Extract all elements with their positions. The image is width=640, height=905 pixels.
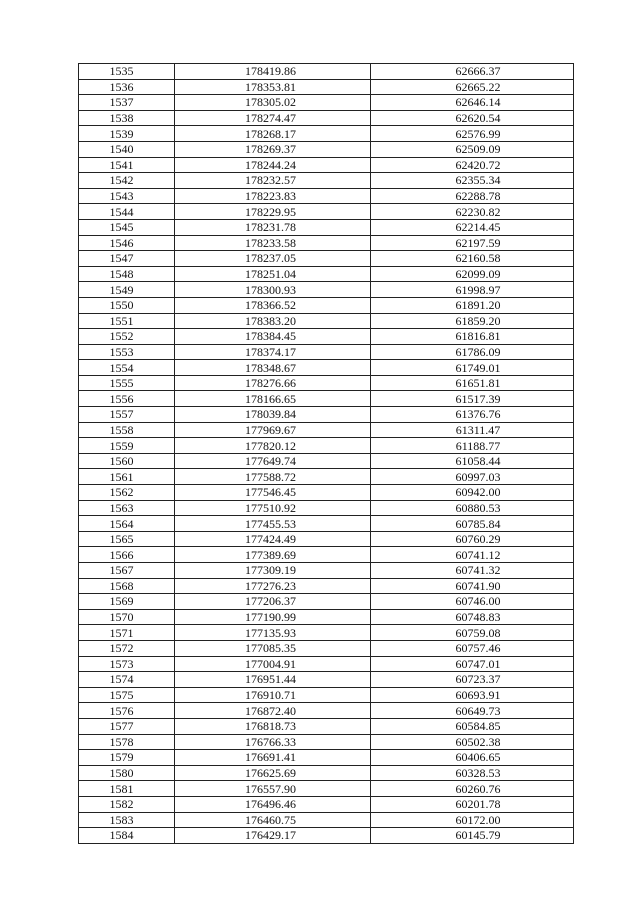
- table-row: [79, 656, 574, 672]
- x-coordinate-cell: 176818.73: [175, 718, 371, 734]
- table-row: [79, 500, 574, 516]
- y-coordinate-cell: 61058.44: [371, 453, 574, 469]
- x-coordinate-cell: 177309.19: [175, 563, 371, 579]
- y-coordinate-cell: 60757.46: [371, 640, 574, 656]
- x-coordinate-cell: 177455.53: [175, 516, 371, 532]
- point-number-cell: 1580: [79, 765, 175, 781]
- y-coordinate-cell: 62420.72: [371, 157, 574, 173]
- table-row: [79, 750, 574, 766]
- point-number-cell: 1545: [79, 219, 175, 235]
- y-coordinate-cell: 60785.84: [371, 516, 574, 532]
- point-number-cell: 1541: [79, 157, 175, 173]
- y-coordinate-cell: 61859.20: [371, 313, 574, 329]
- point-number-cell: 1540: [79, 141, 175, 157]
- y-coordinate-cell: 60584.85: [371, 718, 574, 734]
- point-number-cell: 1544: [79, 204, 175, 220]
- y-coordinate-cell: 62646.14: [371, 95, 574, 111]
- table-row: [79, 796, 574, 812]
- x-coordinate-cell: 178251.04: [175, 266, 371, 282]
- table-row: [79, 266, 574, 282]
- x-coordinate-cell: 178231.78: [175, 219, 371, 235]
- x-coordinate-cell: 176460.75: [175, 812, 371, 828]
- x-coordinate-cell: 178244.24: [175, 157, 371, 173]
- table-row: [79, 344, 574, 360]
- coordinate-table-body: [79, 64, 574, 844]
- y-coordinate-cell: 61816.81: [371, 329, 574, 345]
- x-coordinate-cell: 177085.35: [175, 640, 371, 656]
- y-coordinate-cell: 60145.79: [371, 828, 574, 844]
- y-coordinate-cell: 60880.53: [371, 500, 574, 516]
- point-number-cell: 1569: [79, 594, 175, 610]
- y-coordinate-cell: 62666.37: [371, 64, 574, 80]
- y-coordinate-cell: 60760.29: [371, 531, 574, 547]
- y-coordinate-cell: 60172.00: [371, 812, 574, 828]
- y-coordinate-cell: 61311.47: [371, 422, 574, 438]
- point-number-cell: 1581: [79, 781, 175, 797]
- table-row: [79, 64, 574, 80]
- y-coordinate-cell: 60741.32: [371, 563, 574, 579]
- table-row: [79, 718, 574, 734]
- x-coordinate-cell: 178366.52: [175, 297, 371, 313]
- y-coordinate-cell: 60328.53: [371, 765, 574, 781]
- x-coordinate-cell: 176496.46: [175, 796, 371, 812]
- y-coordinate-cell: 60942.00: [371, 485, 574, 501]
- y-coordinate-cell: 62509.09: [371, 141, 574, 157]
- table-row: [79, 531, 574, 547]
- x-coordinate-cell: 176429.17: [175, 828, 371, 844]
- y-coordinate-cell: 62620.54: [371, 110, 574, 126]
- point-number-cell: 1539: [79, 126, 175, 142]
- x-coordinate-cell: 178229.95: [175, 204, 371, 220]
- point-number-cell: 1571: [79, 625, 175, 641]
- x-coordinate-cell: 177649.74: [175, 453, 371, 469]
- x-coordinate-cell: 178300.93: [175, 282, 371, 298]
- x-coordinate-cell: 178305.02: [175, 95, 371, 111]
- point-number-cell: 1556: [79, 391, 175, 407]
- table-row: [79, 297, 574, 313]
- x-coordinate-cell: 178419.86: [175, 64, 371, 80]
- table-row: [79, 516, 574, 532]
- point-number-cell: 1536: [79, 79, 175, 95]
- point-number-cell: 1550: [79, 297, 175, 313]
- y-coordinate-cell: 62197.59: [371, 235, 574, 251]
- table-row: [79, 219, 574, 235]
- y-coordinate-cell: 62160.58: [371, 251, 574, 267]
- table-row: [79, 110, 574, 126]
- x-coordinate-cell: 178233.58: [175, 235, 371, 251]
- point-number-cell: 1551: [79, 313, 175, 329]
- point-number-cell: 1577: [79, 718, 175, 734]
- y-coordinate-cell: 60406.65: [371, 750, 574, 766]
- point-number-cell: 1562: [79, 485, 175, 501]
- x-coordinate-cell: 178223.83: [175, 188, 371, 204]
- point-number-cell: 1553: [79, 344, 175, 360]
- y-coordinate-cell: 62230.82: [371, 204, 574, 220]
- point-number-cell: 1564: [79, 516, 175, 532]
- table-row: [79, 469, 574, 485]
- x-coordinate-cell: 176766.33: [175, 734, 371, 750]
- table-row: [79, 375, 574, 391]
- table-row: [79, 126, 574, 142]
- x-coordinate-cell: 178348.67: [175, 360, 371, 376]
- point-number-cell: 1561: [79, 469, 175, 485]
- point-number-cell: 1543: [79, 188, 175, 204]
- y-coordinate-cell: 60649.73: [371, 703, 574, 719]
- table-row: [79, 95, 574, 111]
- point-number-cell: 1558: [79, 422, 175, 438]
- y-coordinate-cell: 61188.77: [371, 438, 574, 454]
- point-number-cell: 1583: [79, 812, 175, 828]
- x-coordinate-cell: 177424.49: [175, 531, 371, 547]
- y-coordinate-cell: 61891.20: [371, 297, 574, 313]
- table-row: [79, 485, 574, 501]
- point-number-cell: 1582: [79, 796, 175, 812]
- y-coordinate-cell: 60201.78: [371, 796, 574, 812]
- y-coordinate-cell: 60741.12: [371, 547, 574, 563]
- table-row: [79, 360, 574, 376]
- point-number-cell: 1570: [79, 609, 175, 625]
- table-row: [79, 235, 574, 251]
- point-number-cell: 1572: [79, 640, 175, 656]
- y-coordinate-cell: 61651.81: [371, 375, 574, 391]
- point-number-cell: 1573: [79, 656, 175, 672]
- y-coordinate-cell: 60741.90: [371, 578, 574, 594]
- y-coordinate-cell: 61786.09: [371, 344, 574, 360]
- y-coordinate-cell: 62665.22: [371, 79, 574, 95]
- y-coordinate-cell: 60748.83: [371, 609, 574, 625]
- y-coordinate-cell: 62576.99: [371, 126, 574, 142]
- y-coordinate-cell: 62099.09: [371, 266, 574, 282]
- point-number-cell: 1546: [79, 235, 175, 251]
- x-coordinate-cell: 177546.45: [175, 485, 371, 501]
- x-coordinate-cell: 177276.23: [175, 578, 371, 594]
- point-number-cell: 1560: [79, 453, 175, 469]
- x-coordinate-cell: 178237.05: [175, 251, 371, 267]
- y-coordinate-cell: 60746.00: [371, 594, 574, 610]
- table-row: [79, 547, 574, 563]
- x-coordinate-cell: 176691.41: [175, 750, 371, 766]
- point-number-cell: 1557: [79, 407, 175, 423]
- point-number-cell: 1548: [79, 266, 175, 282]
- table-row: [79, 828, 574, 844]
- table-row: [79, 204, 574, 220]
- table-row: [79, 672, 574, 688]
- x-coordinate-cell: 178374.17: [175, 344, 371, 360]
- x-coordinate-cell: 176872.40: [175, 703, 371, 719]
- point-number-cell: 1565: [79, 531, 175, 547]
- x-coordinate-cell: 176910.71: [175, 687, 371, 703]
- y-coordinate-cell: 62355.34: [371, 173, 574, 189]
- table-row: [79, 703, 574, 719]
- y-coordinate-cell: 60747.01: [371, 656, 574, 672]
- point-number-cell: 1575: [79, 687, 175, 703]
- y-coordinate-cell: 60260.76: [371, 781, 574, 797]
- y-coordinate-cell: 60502.38: [371, 734, 574, 750]
- x-coordinate-cell: 178383.20: [175, 313, 371, 329]
- table-row: [79, 282, 574, 298]
- y-coordinate-cell: 60997.03: [371, 469, 574, 485]
- point-number-cell: 1566: [79, 547, 175, 563]
- y-coordinate-cell: 60723.37: [371, 672, 574, 688]
- table-row: [79, 391, 574, 407]
- x-coordinate-cell: 176951.44: [175, 672, 371, 688]
- table-row: [79, 563, 574, 579]
- x-coordinate-cell: 178276.66: [175, 375, 371, 391]
- x-coordinate-cell: 177135.93: [175, 625, 371, 641]
- x-coordinate-cell: 177389.69: [175, 547, 371, 563]
- point-number-cell: 1578: [79, 734, 175, 750]
- table-row: [79, 781, 574, 797]
- table-row: [79, 812, 574, 828]
- x-coordinate-cell: 178353.81: [175, 79, 371, 95]
- coordinate-table: [78, 63, 574, 844]
- x-coordinate-cell: 177510.92: [175, 500, 371, 516]
- point-number-cell: 1542: [79, 173, 175, 189]
- table-row: [79, 422, 574, 438]
- point-number-cell: 1549: [79, 282, 175, 298]
- table-row: [79, 251, 574, 267]
- table-row: [79, 609, 574, 625]
- y-coordinate-cell: 60693.91: [371, 687, 574, 703]
- point-number-cell: 1568: [79, 578, 175, 594]
- point-number-cell: 1584: [79, 828, 175, 844]
- y-coordinate-cell: 61998.97: [371, 282, 574, 298]
- y-coordinate-cell: 60759.08: [371, 625, 574, 641]
- point-number-cell: 1563: [79, 500, 175, 516]
- table-row: [79, 173, 574, 189]
- table-row: [79, 157, 574, 173]
- table-row: [79, 578, 574, 594]
- point-number-cell: 1547: [79, 251, 175, 267]
- point-number-cell: 1579: [79, 750, 175, 766]
- table-row: [79, 329, 574, 345]
- table-row: [79, 141, 574, 157]
- table-row: [79, 625, 574, 641]
- point-number-cell: 1567: [79, 563, 175, 579]
- y-coordinate-cell: 62288.78: [371, 188, 574, 204]
- point-number-cell: 1559: [79, 438, 175, 454]
- x-coordinate-cell: 178269.37: [175, 141, 371, 157]
- x-coordinate-cell: 178232.57: [175, 173, 371, 189]
- point-number-cell: 1537: [79, 95, 175, 111]
- table-row: [79, 640, 574, 656]
- point-number-cell: 1552: [79, 329, 175, 345]
- table-row: [79, 313, 574, 329]
- point-number-cell: 1574: [79, 672, 175, 688]
- x-coordinate-cell: 178039.84: [175, 407, 371, 423]
- y-coordinate-cell: 61376.76: [371, 407, 574, 423]
- table-row: [79, 79, 574, 95]
- x-coordinate-cell: 178166.65: [175, 391, 371, 407]
- x-coordinate-cell: 178268.17: [175, 126, 371, 142]
- table-row: [79, 734, 574, 750]
- table-row: [79, 594, 574, 610]
- x-coordinate-cell: 177190.99: [175, 609, 371, 625]
- table-row: [79, 453, 574, 469]
- table-row: [79, 687, 574, 703]
- table-row: [79, 407, 574, 423]
- table-row: [79, 765, 574, 781]
- x-coordinate-cell: 177588.72: [175, 469, 371, 485]
- point-number-cell: 1576: [79, 703, 175, 719]
- x-coordinate-cell: 177969.67: [175, 422, 371, 438]
- x-coordinate-cell: 176625.69: [175, 765, 371, 781]
- y-coordinate-cell: 61517.39: [371, 391, 574, 407]
- point-number-cell: 1535: [79, 64, 175, 80]
- x-coordinate-cell: 176557.90: [175, 781, 371, 797]
- x-coordinate-cell: 177004.91: [175, 656, 371, 672]
- x-coordinate-cell: 178384.45: [175, 329, 371, 345]
- x-coordinate-cell: 178274.47: [175, 110, 371, 126]
- x-coordinate-cell: 177820.12: [175, 438, 371, 454]
- y-coordinate-cell: 62214.45: [371, 219, 574, 235]
- point-number-cell: 1538: [79, 110, 175, 126]
- y-coordinate-cell: 61749.01: [371, 360, 574, 376]
- point-number-cell: 1555: [79, 375, 175, 391]
- point-number-cell: 1554: [79, 360, 175, 376]
- x-coordinate-cell: 177206.37: [175, 594, 371, 610]
- table-row: [79, 188, 574, 204]
- table-row: [79, 438, 574, 454]
